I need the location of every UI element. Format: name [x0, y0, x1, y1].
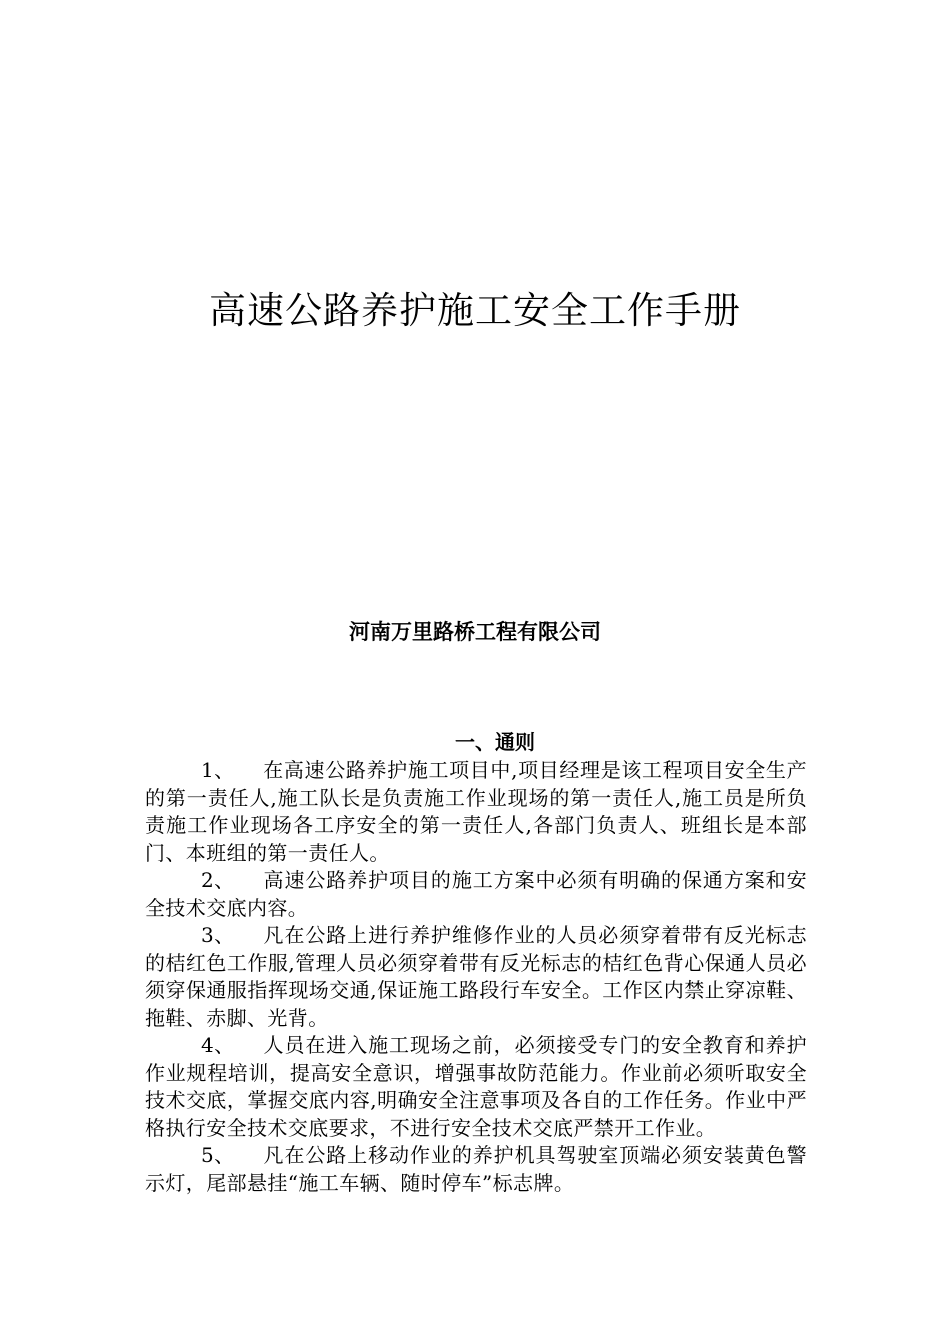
item-number: 3、: [201, 923, 235, 947]
item-text: 凡在公路上进行养护维修作业的人员必须穿着带有反光标志的桔红色工作服,管理人员必须穿着带有反光标志的桔红色背心保通人员必须穿保通服指挥现场交通,保证施工路段行车安全。工作区内禁止穿凉鞋、拖鞋、赤脚、光背。: [145, 923, 807, 1030]
document-title: 高速公路养护施工安全工作手册: [209, 289, 741, 332]
item-number: 4、: [201, 1033, 235, 1057]
item-text: 在高速公路养护施工项目中,项目经理是该工程项目安全生产的第一责任人,施工队长是负责施工作业现场的第一责任人,施工员是所负责施工作业现场各工序安全的第一责任人,各部门负责人、班组长是本部门、本班组的第一责任人。: [145, 758, 807, 865]
list-item: [145, 1142, 807, 1197]
item-text: 高速公路养护项目的施工方案中必须有明确的保通方案和安全技术交底内容。: [145, 868, 807, 920]
item-number: 2、: [201, 868, 235, 892]
list-item: [145, 922, 807, 1032]
item-text: 人员在进入施工现场之前，必须接受专门的安全教育和养护作业规程培训，提高安全意识，增强事故防范能力。作业前必须听取安全技术交底，掌握交底内容,明确安全注意事项及各自的工作任务。作业中严格执行安全技术交底要求，不进行安全技术交底严禁开工作业。: [145, 1033, 807, 1140]
section-heading: 一、通则: [455, 730, 535, 754]
item-number: 1、: [201, 758, 235, 782]
item-number: 5、: [201, 1143, 235, 1167]
list-item: [145, 867, 807, 922]
list-item: [145, 1032, 807, 1142]
document-body: [145, 727, 807, 1197]
item-text: 凡在公路上移动作业的养护机具驾驶室顶端必须安装黄色警示灯，尾部悬挂“施工车辆、随时停车”标志牌。: [145, 1143, 807, 1195]
company-name: 河南万里路桥工程有限公司: [349, 619, 601, 644]
list-item: [145, 757, 807, 867]
